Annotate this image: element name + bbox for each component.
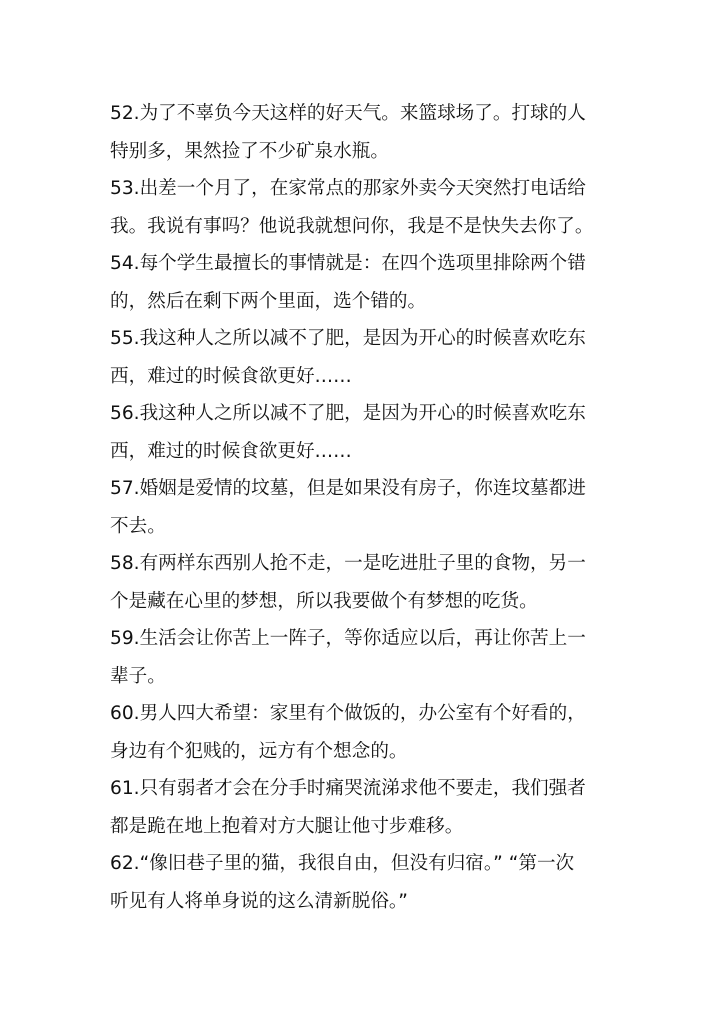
text-line-54b: 的，然后在剩下两个里面，选个错的。	[110, 290, 427, 312]
text-line-61b: 都是跪在地上抱着对方大腿让他寸步难移。	[110, 815, 464, 837]
text-line-52b: 特别多，果然捡了不少矿泉水瓶。	[110, 140, 389, 162]
text-line-62b: 听见有人将单身说的这么清新脱俗。”	[110, 890, 408, 912]
text-line-57b: 不去。	[110, 515, 166, 537]
text-line-57a: 57.婚姻是爱情的坟墓，但是如果没有房子，你连坟墓都进	[110, 478, 586, 499]
text-line-59b: 辈子。	[110, 665, 166, 687]
text-line-56b: 西，难过的时候食欲更好……	[110, 440, 352, 462]
text-line-54a: 54.每个学生最擅长的事情就是：在四个选项里排除两个错	[110, 253, 586, 274]
text-line-60a: 60.男人四大希望：家里有个做饭的，办公室有个好看的，	[110, 703, 586, 724]
text-line-61a: 61.只有弱者才会在分手时痛哭流涕求他不要走，我们强者	[110, 778, 586, 799]
text-line-60b: 身边有个犯贱的，远方有个想念的。	[110, 740, 408, 762]
text-line-53a: 53.出差一个月了，在家常点的那家外卖今天突然打电话给	[110, 178, 586, 199]
text-line-52a: 52.为了不辜负今天这样的好天气。来篮球场了。打球的人	[110, 103, 586, 124]
text-line-58b: 个是藏在心里的梦想，所以我要做个有梦想的吃货。	[110, 590, 538, 612]
text-line-55a: 55.我这种人之所以减不了肥，是因为开心的时候喜欢吃东	[110, 328, 586, 349]
text-line-55b: 西，难过的时候食欲更好……	[110, 365, 352, 387]
text-line-58a: 58.有两样东西别人抢不走，一是吃进肚子里的食物，另一	[110, 553, 586, 574]
text-line-59a: 59.生活会让你苦上一阵子，等你适应以后，再让你苦上一	[110, 628, 586, 649]
text-line-53b: 我。我说有事吗？他说我就想问你，我是不是快失去你了。	[110, 215, 594, 237]
document-page	[110, 95, 620, 920]
text-line-56a: 56.我这种人之所以减不了肥，是因为开心的时候喜欢吃东	[110, 403, 586, 424]
text-line-62a: 62.“像旧巷子里的猫，我很自由，但没有归宿。” “第一次	[110, 853, 575, 874]
